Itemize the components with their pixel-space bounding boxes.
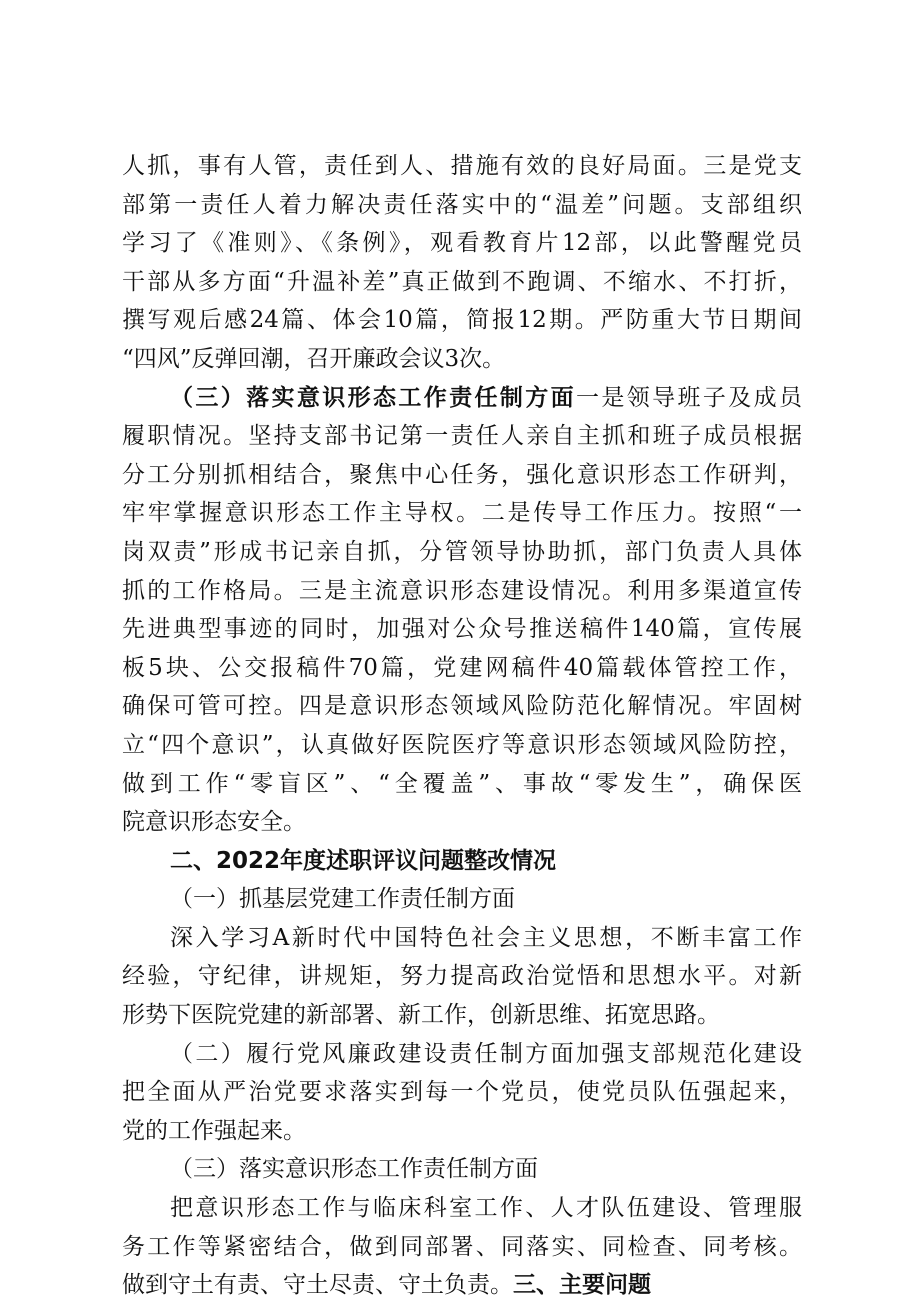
paragraph-line: 立“四个意识”，认真做好医院医疗等意识形态领域风险防控， (122, 731, 802, 758)
paragraph-line: 务工作等紧密结合，做到同部署、同落实、同检查、同考核。 (122, 1233, 802, 1260)
paragraph-line: 把全面从严治党要求落实到每一个党员，使党员队伍强起来， (122, 1079, 802, 1106)
paragraph-line: 深入学习A新时代中国特色社会主义思想，不断丰富工作 (170, 924, 802, 951)
paragraph-line: 人抓，事有人管，责任到人、措施有效的良好局面。三是党支 (122, 153, 802, 179)
section-line (122, 379, 802, 418)
paragraph-line: 学习了《准则》、《条例》，观看教育片12部，以此警醒党员 (122, 230, 802, 257)
paragraph-line: 形势下医院党建的新部署、新工作，创新思维、拓宽思路。 (122, 1002, 720, 1029)
paragraph-line: 先进典型事迹的同时，加强对公众号推送稿件140篇，宣传展 (122, 616, 802, 643)
paragraph-line: 把意识形态工作与临床科室工作、人才队伍建设、管理服 (170, 1195, 802, 1222)
paragraph-line: 板5块、公交报稿件70篇，党建网稿件40篇载体管控工作， (122, 654, 802, 681)
section-continuation: 一是领导班子及成员 (576, 384, 802, 411)
paragraph-line: 干部从多方面“升温补差”真正做到不跑调、不缩水、不打折， (122, 268, 802, 295)
paragraph-line: 履职情况。坚持支部书记第一责任人亲自主抓和班子成员根据 (122, 423, 802, 450)
subsection-heading: （三）落实意识形态工作责任制方面 (170, 1156, 538, 1183)
paragraph-line: 牢牢掌握意识形态工作主导权。二是传导工作压力。按照“一 (122, 500, 802, 527)
section-title-bold: （三）落实意识形态工作责任制方面 (170, 383, 576, 411)
paragraph-line: 院意识形态安全。 (122, 809, 306, 836)
paragraph-line: 岗双责”形成书记亲自抓，分管领导协助抓，部门负责人具体 (122, 538, 802, 565)
paragraph-line: 分工分别抓相结合，聚焦中心任务，强化意识形态工作研判， (122, 461, 802, 488)
closing-sentence: 做到守土有责、守土尽责、守土负责。 (122, 1272, 513, 1299)
paragraph-line: 做到工作“零盲区”、“全覆盖”、事故“零发生”，确保医 (122, 770, 802, 797)
document-body (122, 147, 802, 1305)
paragraph-line: 党的工作强起来。 (122, 1117, 306, 1144)
paragraph-line: 撰写观后感24篇、体会10篇，简报12期。严防重大节日期间 (122, 307, 802, 334)
paragraph-line: （二）履行党风廉政建设责任制方面加强支部规范化建设 (170, 1040, 802, 1067)
paragraph-line: 部第一责任人着力解决责任落实中的“温差”问题。支部组织 (122, 191, 802, 218)
paragraph-line: “四风”反弹回潮，召开廉政会议3次。 (122, 345, 506, 372)
subsection-heading: （一）抓基层党建工作责任制方面 (170, 886, 515, 913)
paragraph-line: 抓的工作格局。三是主流意识形态建设情况。利用多渠道宣传 (122, 577, 802, 604)
paragraph-line: 经验，守纪律，讲规矩，努力提高政治觉悟和思想水平。对新 (122, 963, 802, 990)
paragraph-line: 确保可管可控。四是意识形态领域风险防范化解情况。牢固树 (122, 693, 802, 720)
section-heading: 二、2022年度述职评议问题整改情况 (170, 847, 557, 874)
main-issues-heading: 三、主要问题 (513, 1272, 651, 1299)
